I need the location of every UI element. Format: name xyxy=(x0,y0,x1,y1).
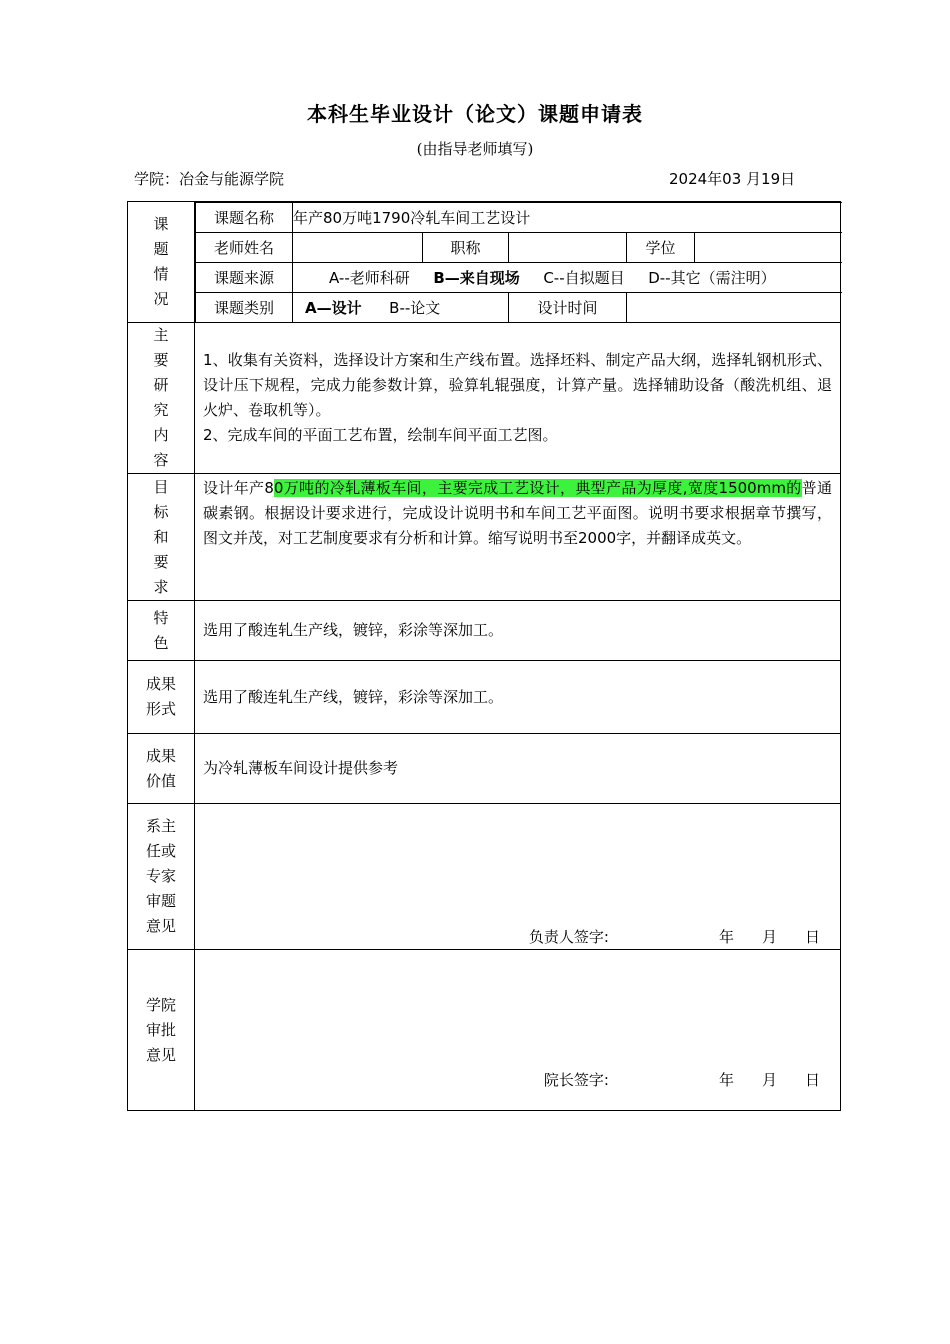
page-subtitle: (由指导老师填写) xyxy=(416,140,534,158)
job-title-field[interactable] xyxy=(509,233,627,263)
outcome-value-content: 为冷轧薄板车间设计提供参考 xyxy=(203,759,399,777)
dept-review-label: 系主 任或 专家 审题 意见 xyxy=(128,804,195,950)
topic-source-options xyxy=(293,263,842,293)
college-review-label: 学院 审批 意见 xyxy=(128,950,195,1111)
outcome-form-label: 成果 形式 xyxy=(128,661,195,734)
dept-signature-line: 负责人签字: 年 月 日 xyxy=(528,928,820,946)
topic-category-options xyxy=(293,293,509,323)
topic-section-label: 课 题 情 况 xyxy=(128,202,195,323)
college-label: 学院：冶金与能源学院 xyxy=(134,170,285,188)
design-time-field[interactable] xyxy=(627,293,842,323)
application-form xyxy=(127,201,841,1111)
degree-label: 学位 xyxy=(627,233,695,263)
teacher-name-label: 老师姓名 xyxy=(196,233,293,263)
source-option-b[interactable]: B—来自现场 xyxy=(433,269,520,287)
topic-source-label: 课题来源 xyxy=(196,263,293,293)
college-signature-line: 院长签字: 年 月 日 xyxy=(543,1071,820,1089)
dept-review-field[interactable] xyxy=(195,804,841,950)
college-review-field[interactable] xyxy=(195,950,841,1111)
highlighted-text: 0万吨的冷轧薄板车间，主要完成工艺设计，典型产品为厚度,宽度1500mm的 xyxy=(273,479,802,497)
topic-category-label: 课题类别 xyxy=(196,293,293,323)
teacher-name-field[interactable] xyxy=(293,233,423,263)
outcome-form-content: 选用了酸连轧生产线，镀锌，彩涂等深加工。 xyxy=(203,687,504,706)
research-label: 主 要 研 究 内 容 xyxy=(128,323,195,474)
goals-label: 目 标 和 要 求 xyxy=(128,474,195,601)
topic-name-field[interactable]: 年产80万吨1790冷轧车间工艺设计 xyxy=(293,203,842,233)
topic-name-label: 课题名称 xyxy=(196,203,293,233)
features-content: 选用了酸连轧生产线，镀锌，彩涂等深加工。 xyxy=(203,621,504,639)
category-option-a[interactable]: A—设计 xyxy=(305,299,362,317)
design-time-label: 设计时间 xyxy=(509,293,627,323)
features-label: 特 色 xyxy=(128,601,195,661)
research-content: 1、收集有关资料，选择设计方案和生产线布置。选择坯料、制定产品大纲，选择轧钢机形式、设计压下规程，完成力能参数计算，验算轧辊强度，计算产量。选择辅助设备（酸洗机组、退火炉、卷取机等）。 2、完成车间的平面工艺布置，绘制车间平面工艺图。 xyxy=(203,351,832,444)
page-title: 本科生毕业设计（论文）课题申请表 xyxy=(307,102,643,126)
date-label: 2024年03 月19日 xyxy=(669,170,796,188)
source-option-d[interactable]: D--其它（需注明） xyxy=(648,269,776,287)
source-option-a[interactable]: A--老师科研 xyxy=(329,269,410,287)
topic-info-grid xyxy=(195,202,842,322)
source-option-c[interactable]: C--自拟题目 xyxy=(543,269,625,287)
outcome-value-label: 成果 价值 xyxy=(128,734,195,804)
degree-field[interactable] xyxy=(695,233,842,263)
goals-content: 设计年产80万吨的冷轧薄板车间，主要完成工艺设计，典型产品为厚度,宽度1500mm的普通碳素钢。根据设计要求进行，完成设计说明书和车间工艺平面图。说明书要求根据章节撰写，图文并茂，对工艺制度要求有分析和计算。缩写说明书至2000字，并翻译成英文。 xyxy=(203,479,832,547)
category-option-b[interactable]: B--论文 xyxy=(389,299,441,317)
job-title-label: 职称 xyxy=(423,233,509,263)
